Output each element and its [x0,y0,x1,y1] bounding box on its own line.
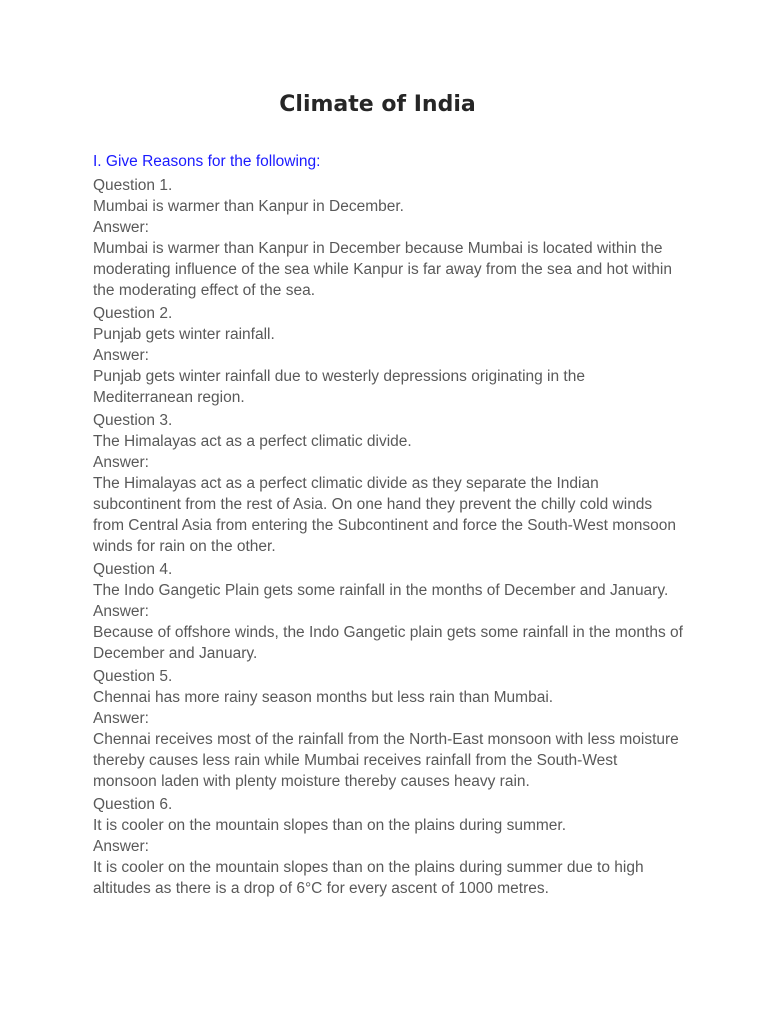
question-block-1 [93,175,683,301]
question-text: Mumbai is warmer than Kanpur in December. [93,198,404,215]
section-heading: I. Give Reasons for the following: [93,153,321,170]
question-block-5 [93,666,683,792]
answer-label: Answer: [93,454,149,471]
answer-label: Answer: [93,219,149,236]
page-title: Climate of India [279,92,476,117]
answer-text: Chennai receives most of the rainfall from the North-East monsoon with less moisture thereby causes less rain while Mumbai receives rainfall from the South-West monsoon laden with plenty moisture thereby causes heavy rain. [93,731,679,790]
question-text: Chennai has more rainy season months but less rain than Mumbai. [93,689,554,706]
answer-label: Answer: [93,838,149,855]
question-block-2 [93,303,683,408]
question-number: Question 5. [93,668,173,685]
question-text: It is cooler on the mountain slopes than on the plains during summer. [93,817,567,834]
question-text: Punjab gets winter rainfall. [93,326,275,343]
question-block-6 [93,794,683,899]
question-number: Question 4. [93,561,173,578]
question-block-4 [93,559,683,664]
answer-label: Answer: [93,603,149,620]
question-number: Question 6. [93,796,173,813]
question-block-3 [93,410,683,557]
answer-text: The Himalayas act as a perfect climatic divide as they separate the Indian subcontinent from the rest of Asia. On one hand they prevent the chilly cold winds from Central Asia from entering the Subcontinent and force the South-West monsoon winds for rain on the other. [93,475,677,555]
answer-label: Answer: [93,710,149,727]
answer-label: Answer: [93,347,149,364]
document-body [93,151,683,901]
answer-text: It is cooler on the mountain slopes than on the plains during summer due to high altitudes as there is a drop of 6°C for every ascent of 1000 metres. [93,859,644,897]
question-number: Question 2. [93,305,173,322]
question-text: The Himalayas act as a perfect climatic divide. [93,433,412,450]
question-number: Question 3. [93,412,173,429]
answer-text: Punjab gets winter rainfall due to westerly depressions originating in the Mediterranean region. [93,368,585,406]
question-number: Question 1. [93,177,173,194]
answer-text: Mumbai is warmer than Kanpur in December because Mumbai is located within the moderating influence of the sea while Kanpur is far away from the sea and hot within the moderating effect of the sea. [93,240,672,299]
question-text: The Indo Gangetic Plain gets some rainfall in the months of December and January. [93,582,669,599]
answer-text: Because of offshore winds, the Indo Gangetic plain gets some rainfall in the months of December and January. [93,624,683,662]
